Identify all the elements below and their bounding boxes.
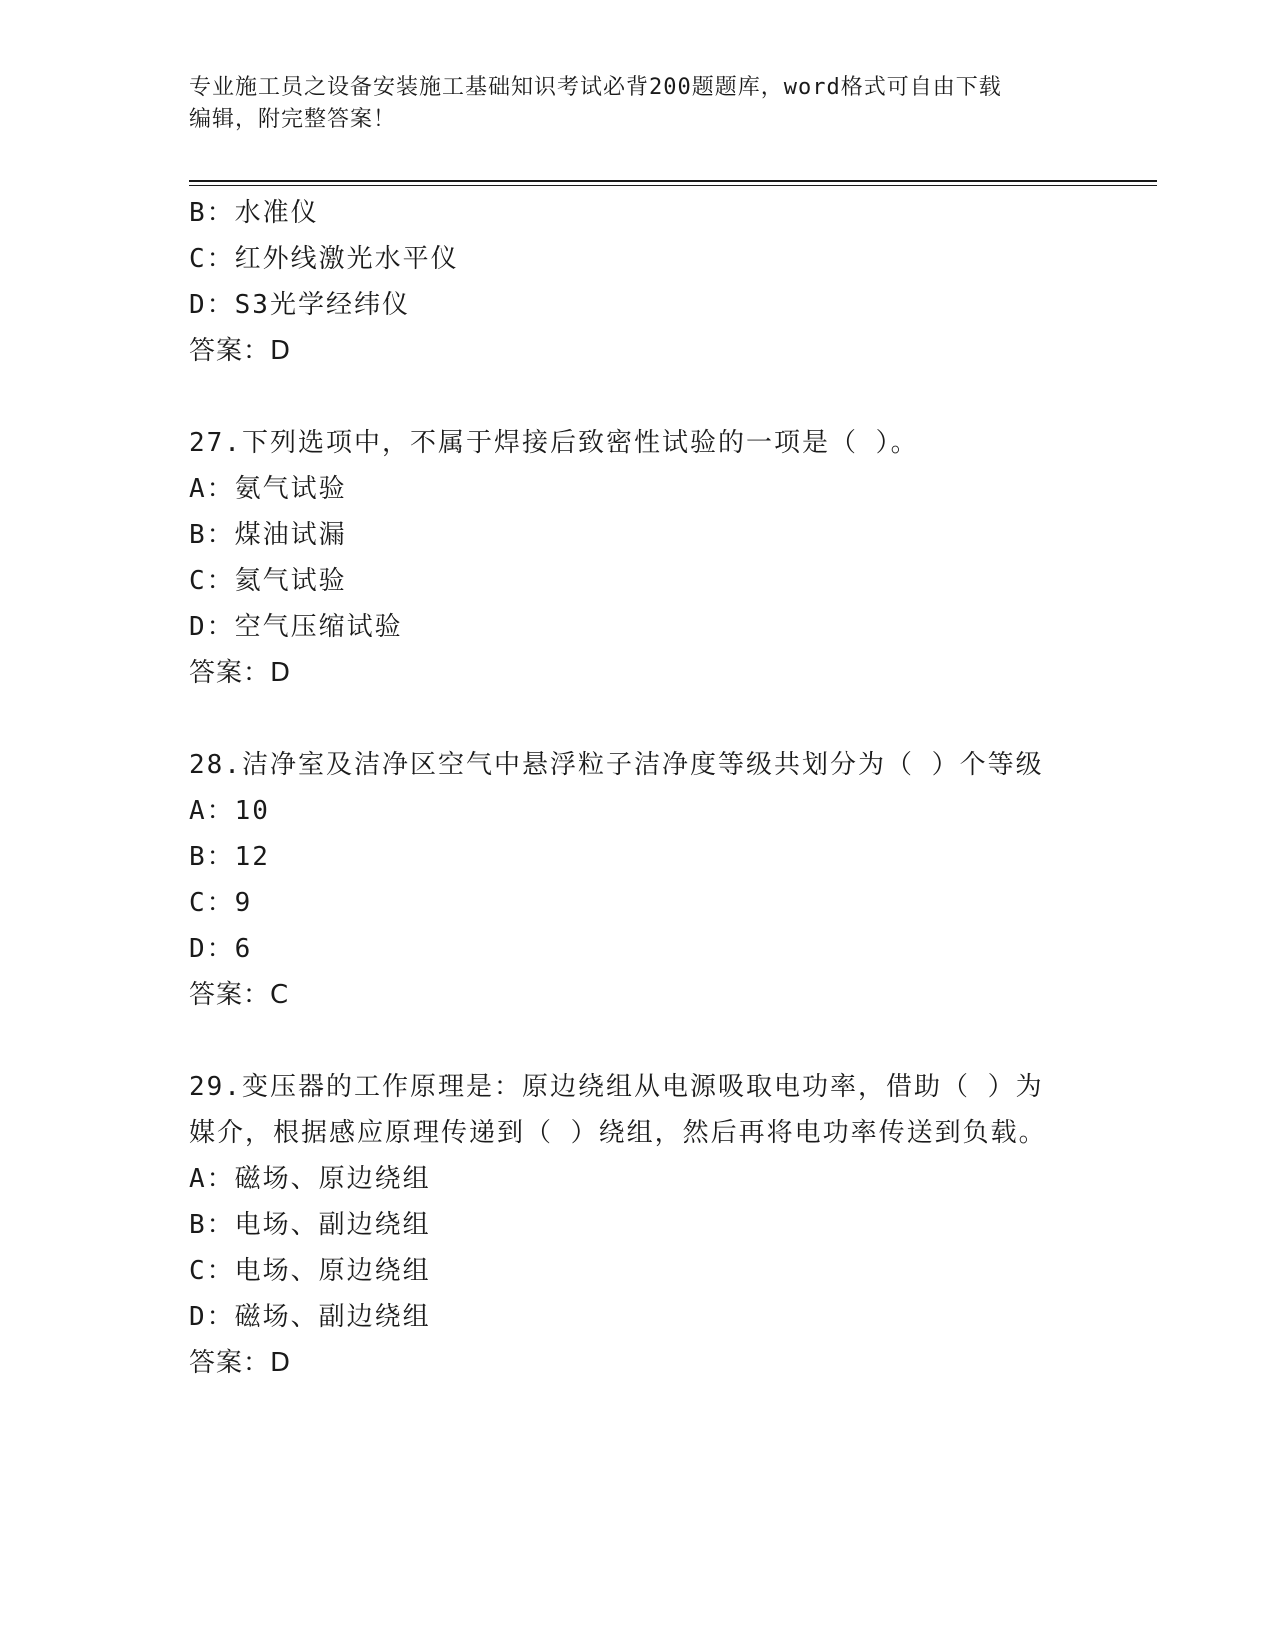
option-a: A：磁场、原边绕组 [189,1164,431,1194]
question-stem-line-2: 媒介，根据感应原理传递到（ ）绕组，然后再将电功率传送到负载。 [189,1118,1047,1148]
option-b: B：12 [189,842,270,872]
question-29 [189,1064,1089,1386]
header-rule-thick [189,180,1157,182]
question-stem-line-1: 29.变压器的工作原理是：原边绕组从电源吸取电功率，借助（ ）为 [189,1072,1044,1102]
header-line-1: 专业施工员之设备安装施工基础知识考试必背200题题库，word格式可自由下载 [189,75,1002,100]
spacer [189,696,1089,742]
spacer [189,1018,1089,1064]
question-stem: 27.下列选项中，不属于焊接后致密性试验的一项是（ ）。 [189,428,919,458]
answer: 答案：D [189,1348,292,1378]
option-c: C：9 [189,888,253,918]
document-body [189,190,1089,1386]
option-d: D：6 [189,934,253,964]
answer: 答案：C [189,980,290,1010]
option-c: C：氦气试验 [189,566,347,596]
option-b: B：水准仪 [189,198,319,228]
option-a: A：氨气试验 [189,474,347,504]
option-a: A：10 [189,796,270,826]
carry-over-question [189,190,1089,374]
answer: 答案：D [189,658,292,688]
option-b: B：煤油试漏 [189,520,347,550]
document-header [189,72,1089,136]
question-28 [189,742,1089,1018]
option-c: C：电场、原边绕组 [189,1256,431,1286]
option-d: D：空气压缩试验 [189,612,403,642]
option-b: B：电场、副边绕组 [189,1210,431,1240]
question-27 [189,420,1089,696]
answer: 答案：D [189,336,292,366]
option-c: C：红外线激光水平仪 [189,244,459,274]
header-line-2: 编辑，附完整答案！ [189,107,397,132]
header-rule-thin [189,185,1157,186]
spacer [189,374,1089,420]
option-d: D：S3光学经纬仪 [189,290,410,320]
option-d: D：磁场、副边绕组 [189,1302,431,1332]
question-stem: 28.洁净室及洁净区空气中悬浮粒子洁净度等级共划分为（ ）个等级 [189,750,1044,780]
